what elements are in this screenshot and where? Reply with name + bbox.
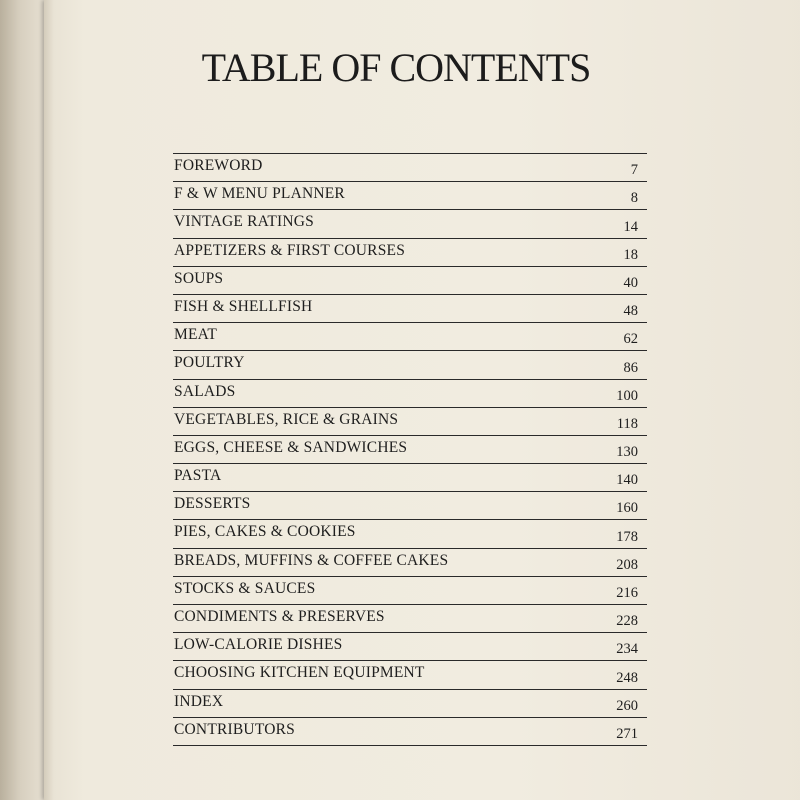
toc-page-number: 40 (623, 274, 638, 291)
toc-row (173, 549, 647, 577)
toc-label: CONTRIBUTORS (174, 720, 295, 738)
toc-row (173, 154, 647, 182)
toc-page-number: 208 (616, 556, 638, 573)
toc-row (173, 210, 647, 238)
toc-page-number: 86 (623, 359, 638, 376)
toc-row (173, 380, 647, 408)
toc-label: EGGS, CHEESE & SANDWICHES (174, 438, 408, 456)
toc-label: FISH & SHELLFISH (174, 297, 313, 315)
toc-label: BREADS, MUFFINS & COFFEE CAKES (174, 551, 449, 569)
toc-label: POULTRY (174, 354, 245, 372)
page-title: TABLE OF CONTENTS (201, 45, 591, 90)
toc-page-number: 260 (616, 697, 638, 714)
toc-page-number: 234 (616, 641, 638, 658)
toc-row (173, 661, 647, 689)
toc-row (173, 492, 647, 520)
toc-label: FOREWORD (174, 157, 263, 174)
toc-label: SALADS (174, 382, 236, 400)
toc-row (173, 577, 647, 605)
toc-label: F & W MENU PLANNER (174, 185, 345, 203)
toc-row (173, 295, 647, 323)
toc-page-number: 160 (616, 500, 638, 517)
toc-page-number: 248 (616, 669, 638, 686)
toc-page-number: 228 (616, 613, 638, 630)
toc-row (173, 323, 647, 351)
toc-page-number: 14 (623, 218, 638, 235)
toc-page-number: 130 (616, 444, 638, 461)
toc-label: CONDIMENTS & PRESERVES (174, 608, 385, 625)
toc-page-number: 100 (616, 387, 638, 404)
toc-label: SOUPS (174, 269, 224, 287)
toc-row (173, 436, 647, 464)
toc-label: PIES, CAKES & COOKIES (174, 523, 356, 541)
toc-page-number: 118 (616, 415, 638, 432)
toc-page-number: 140 (616, 472, 638, 489)
toc-label: VINTAGE RATINGS (174, 213, 314, 231)
toc-row (173, 520, 647, 548)
toc-label: STOCKS & SAUCES (174, 579, 316, 597)
toc-list (173, 153, 647, 746)
toc-page-number: 178 (616, 528, 638, 545)
toc-row (173, 605, 647, 633)
toc-row (173, 464, 647, 492)
toc-row (173, 408, 647, 436)
toc-label: DESSERTS (174, 495, 251, 513)
toc-page-number: 271 (616, 725, 638, 742)
toc-row (173, 239, 647, 267)
toc-row (173, 633, 647, 661)
toc-page-number: 7 (630, 162, 638, 179)
toc-label: LOW-CALORIE DISHES (174, 636, 343, 654)
toc-label: MEAT (174, 326, 217, 344)
toc-label: VEGETABLES, RICE & GRAINS (174, 410, 399, 428)
toc-label: APPETIZERS & FIRST COURSES (174, 241, 406, 259)
toc-row (173, 690, 647, 718)
toc-row (173, 267, 647, 295)
toc-label: CHOOSING KITCHEN EQUIPMENT (174, 664, 425, 682)
toc-page-number: 62 (623, 331, 638, 348)
toc-row (173, 182, 647, 210)
toc-row (173, 718, 647, 746)
toc-page-number: 18 (623, 246, 638, 263)
toc-label: INDEX (174, 692, 224, 710)
toc-page-number: 8 (630, 190, 638, 207)
facing-page-edge (0, 0, 44, 800)
toc-page-number: 216 (616, 585, 638, 601)
toc-page-number: 48 (623, 303, 638, 320)
toc-row (173, 351, 647, 379)
toc-label: PASTA (174, 467, 222, 485)
